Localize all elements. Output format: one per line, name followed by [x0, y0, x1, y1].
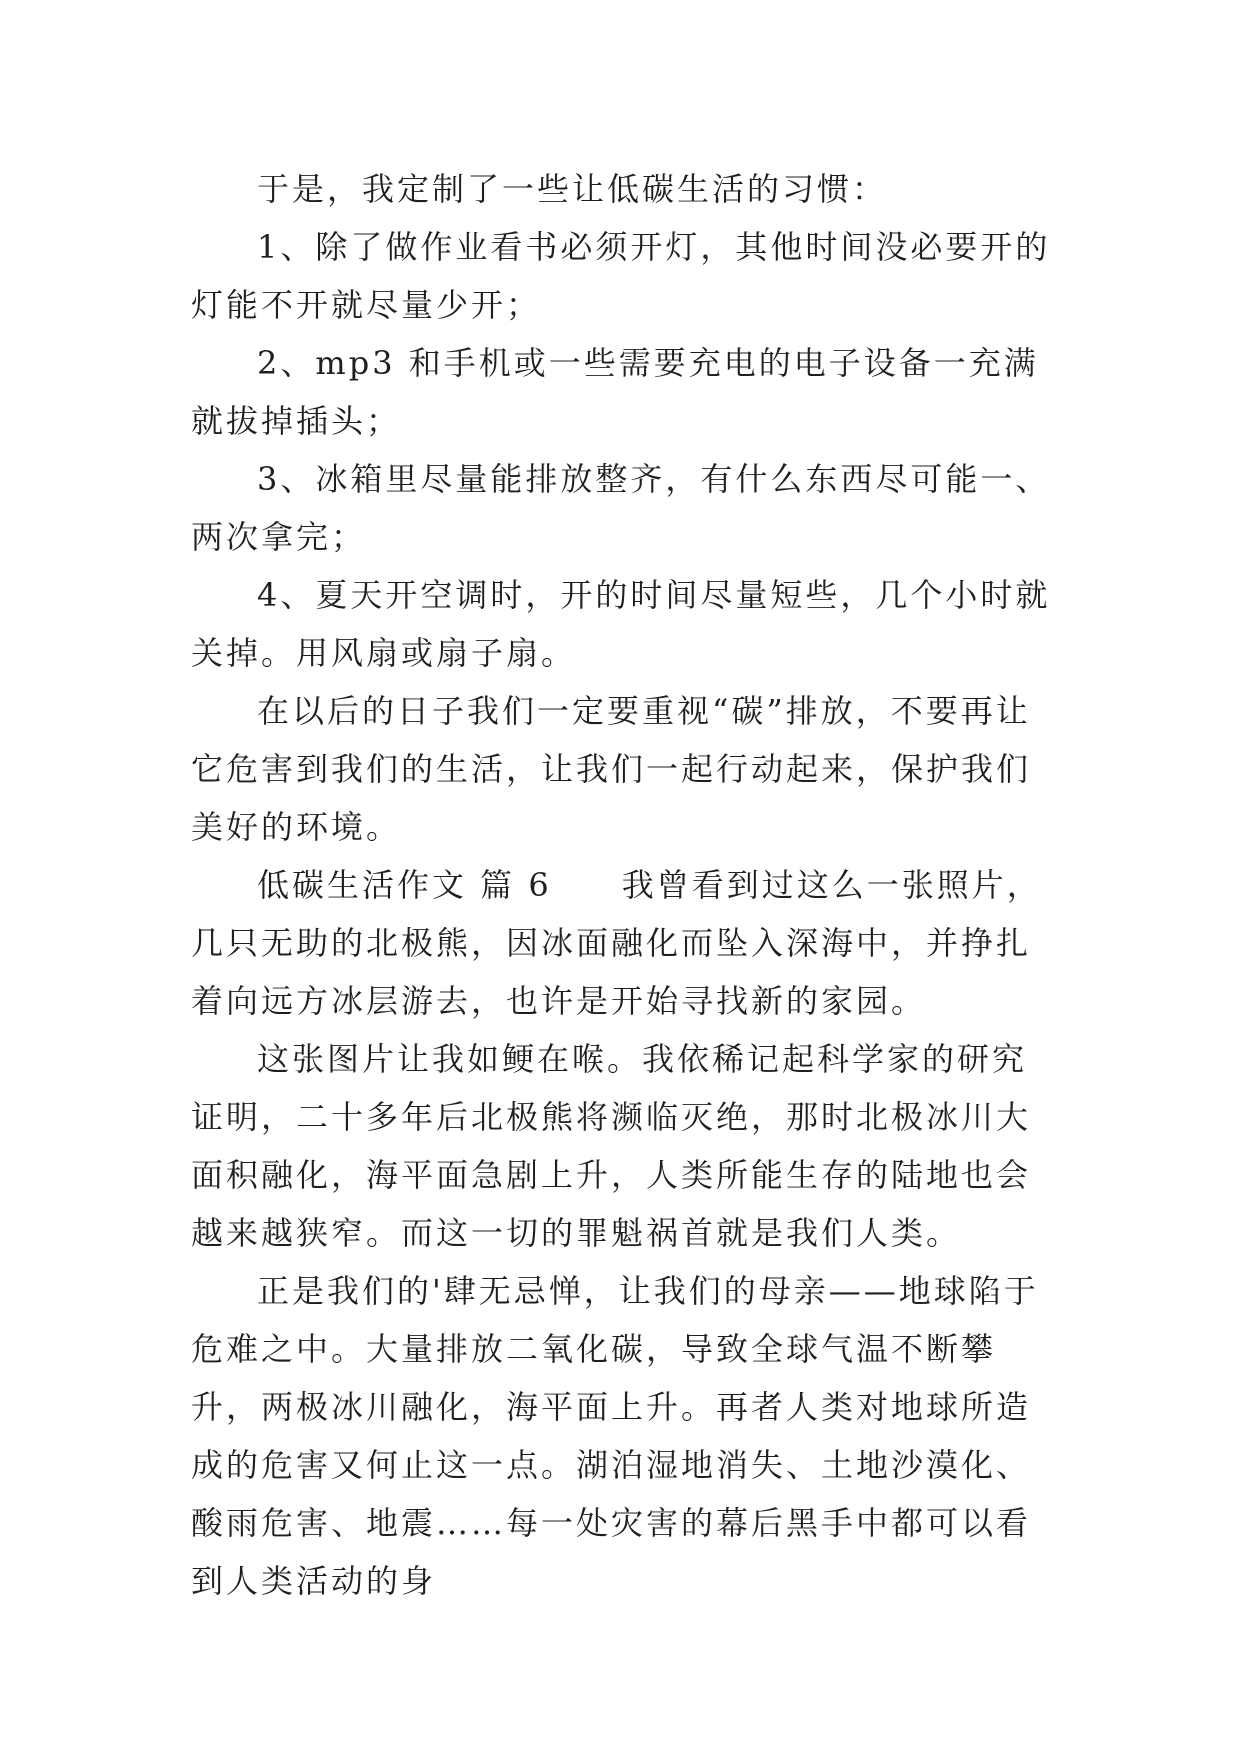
- paragraph: 在以后的日子我们一定要重视“碳”排放，不要再让它危害到我们的生活，让我们一起行动起来，保护我们美好的环境。: [191, 692, 1032, 846]
- paragraph: 1、除了做作业看书必须开灯，其他时间没必要开的灯能不开就尽量少开；: [191, 228, 1051, 324]
- paragraph: 于是，我定制了一些让低碳生活的习惯：: [257, 170, 888, 208]
- paragraph: 这张图片让我如鲠在喉。我依稀记起科学家的研究证明，二十多年后北极熊将濒临灭绝，那时北极冰川大面积融化，海平面急剧上升，人类所能生存的陆地也会越来越狭窄。而这一切的罪魁祸首就是我们人类。: [191, 1040, 1032, 1252]
- paragraph: 4、夏天开空调时，开的时间尽量短些，几个小时就关掉。用风扇或扇子扇。: [191, 576, 1051, 672]
- paragraph: 2、mp3 和手机或一些需要充电的电子设备一充满就拔掉插头；: [191, 344, 1039, 440]
- document-body: [191, 160, 1051, 1610]
- paragraph: 3、冰箱里尽量能排放整齐，有什么东西尽可能一、两次拿完；: [191, 460, 1051, 556]
- paragraph: 低碳生活作文 篇 6 我曾看到过这么一张照片，几只无助的北极熊，因冰面融化而坠入深海中，并挣扎着向远方冰层游去，也许是开始寻找新的家园。: [191, 866, 1042, 1020]
- paragraph: 正是我们的'肆无忌惮，让我们的母亲——地球陷于危难之中。大量排放二氧化碳，导致全球气温不断攀升，两极冰川融化，海平面上升。再者人类对地球所造成的危害又何止这一点。湖泊湿地消失、土地沙漠化、酸雨危害、地震……每一处灾害的幕后黑手中都可以看到人类活动的身: [191, 1272, 1039, 1600]
